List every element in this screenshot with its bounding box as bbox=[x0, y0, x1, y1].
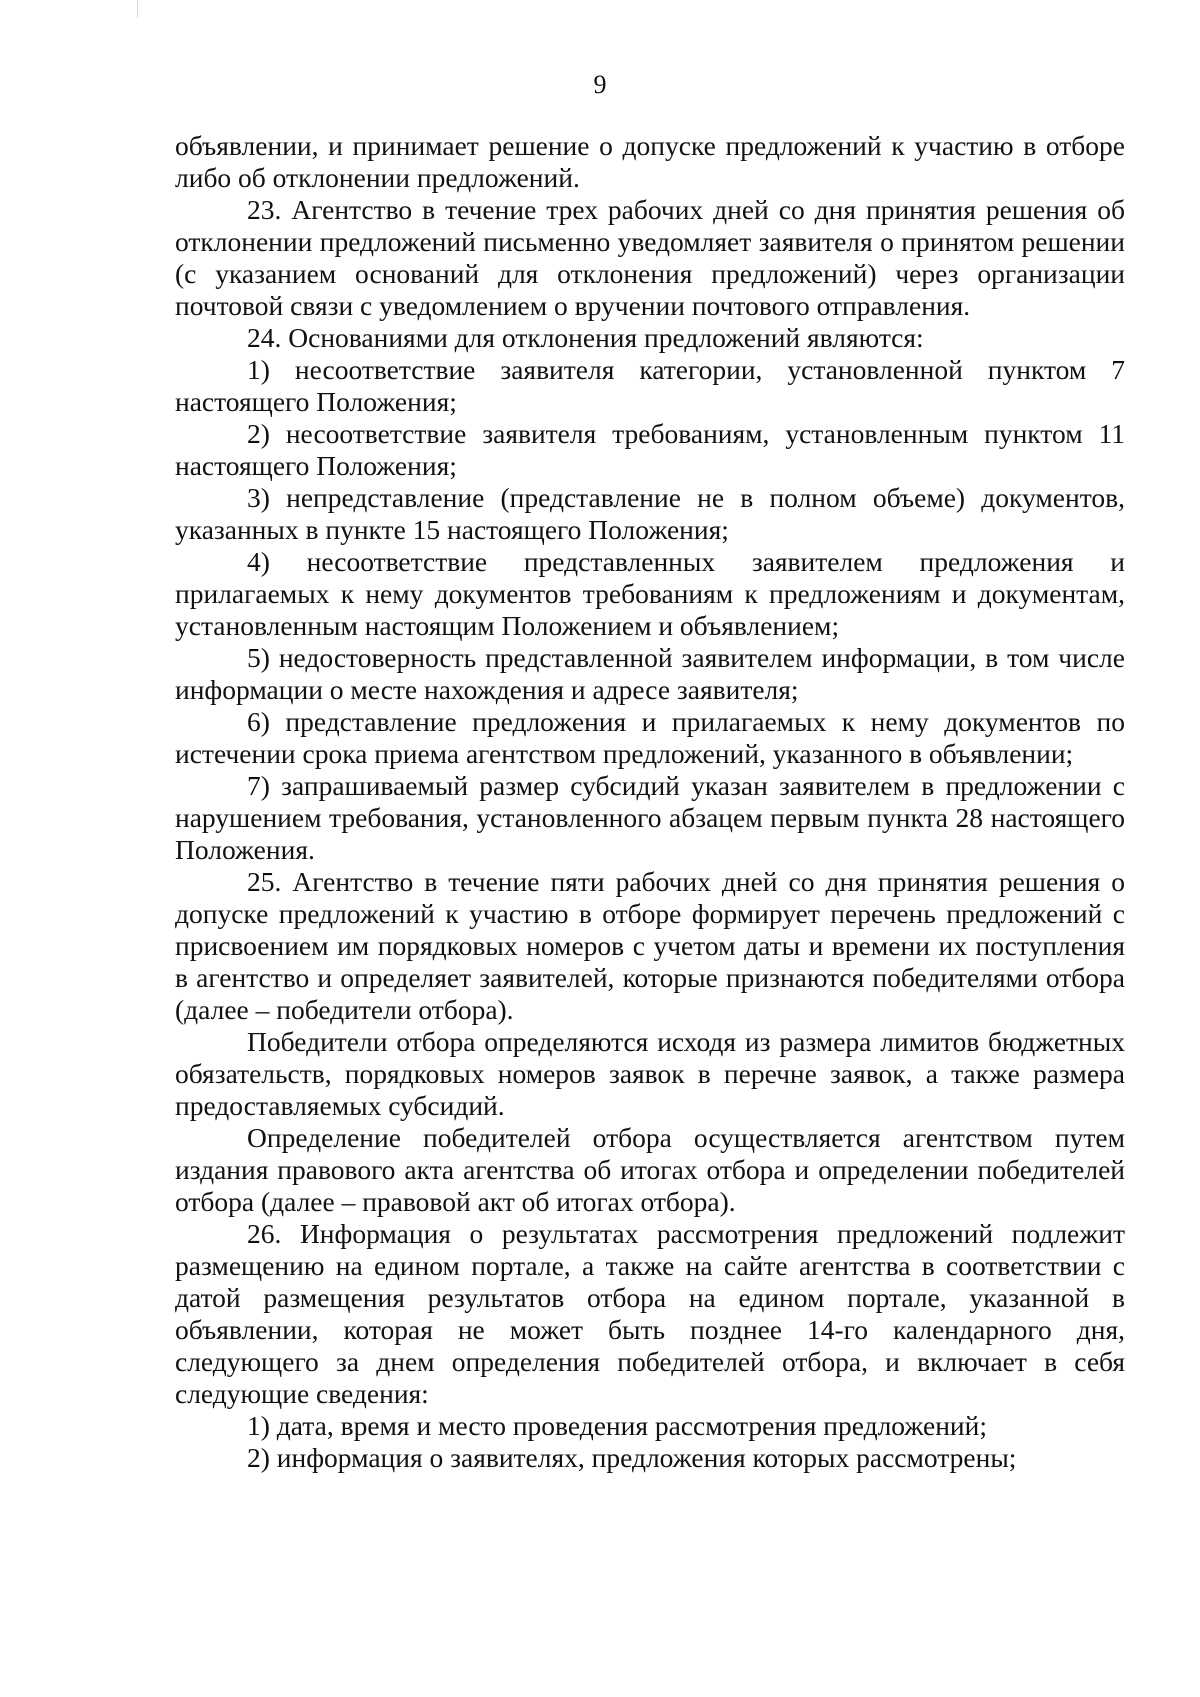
paragraph: Победители отбора определяются исходя из размера лимитов бюджетных обязательств, порядковых номеров заявок в перечне заявок, а также размера предоставляемых субсидий. bbox=[175, 1026, 1125, 1121]
scan-edge-mark bbox=[137, 0, 138, 18]
paragraph: 23. Агентство в течение трех рабочих дней со дня принятия решения об отклонении предложений письменно уведомляет заявителя о принятом решении (с указанием оснований для отклонения предложений) через организации почтовой связи с уведомлением о вручении почтового отправления. bbox=[175, 194, 1125, 321]
paragraph: 5) недостоверность представленной заявителем информации, в том числе информации о месте нахождения и адресе заявителя; bbox=[175, 642, 1125, 705]
paragraph: 3) непредставление (представление не в полном объеме) документов, указанных в пункте 15 настоящего Положения; bbox=[175, 482, 1125, 545]
paragraph: 26. Информация о результатах рассмотрения предложений подлежит размещению на едином портале, а также на сайте агентства в соответствии с датой размещения результатов отбора на едином портале, указанной в объявлении, которая не может быть позднее 14-го календарного дня, следующего за днем определения победителей отбора, и включает в себя следующие сведения: bbox=[175, 1218, 1125, 1409]
paragraph: Определение победителей отбора осуществляется агентством путем издания правового акта агентства об итогах отбора и определении победителей отбора (далее – правовой акт об итогах отбора). bbox=[175, 1122, 1125, 1217]
paragraph: 25. Агентство в течение пяти рабочих дней со дня принятия решения о допуске предложений к участию в отборе формирует перечень предложений с присвоением им порядковых номеров с учетом даты и времени их поступления в агентство и определяет заявителей, которые признаются победителями отбора (далее – победители отбора). bbox=[175, 866, 1125, 1025]
paragraph: 7) запрашиваемый размер субсидий указан заявителем в предложении с нарушением требования, установленного абзацем первым пункта 28 настоящего Положения. bbox=[175, 770, 1125, 865]
paragraph: 1) дата, время и место проведения рассмотрения предложений; bbox=[247, 1410, 988, 1441]
document-body bbox=[175, 130, 1125, 1474]
paragraph: 2) информация о заявителях, предложения которых рассмотрены; bbox=[247, 1442, 1017, 1473]
paragraph: 6) представление предложения и прилагаемых к нему документов по истечении срока приема агентством предложений, указанного в объявлении; bbox=[175, 706, 1125, 769]
paragraph: объявлении, и принимает решение о допуске предложений к участию в отборе либо об отклонении предложений. bbox=[175, 130, 1125, 193]
page-number: 9 bbox=[593, 70, 607, 99]
paragraph: 2) несоответствие заявителя требованиям, установленным пунктом 11 настоящего Положения; bbox=[175, 418, 1125, 481]
paragraph: 1) несоответствие заявителя категории, установленной пунктом 7 настоящего Положения; bbox=[175, 354, 1125, 417]
paragraph: 24. Основаниями для отклонения предложений являются: bbox=[247, 322, 924, 353]
paragraph: 4) несоответствие представленных заявителем предложения и прилагаемых к нему документов требованиям к предложениям и документам, установленным настоящим Положением и объявлением; bbox=[175, 546, 1125, 641]
